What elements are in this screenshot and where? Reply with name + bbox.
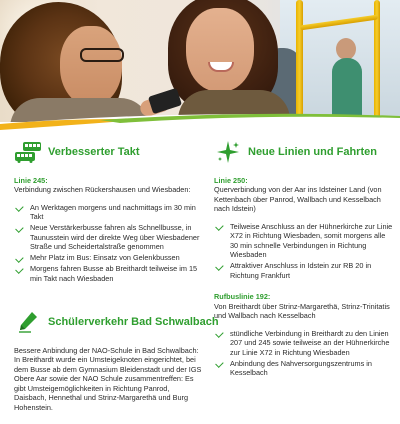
line-label: Linie 250:	[214, 176, 248, 185]
list-item: Anbindung des Nahversorgungszentrums in Kesselbach	[214, 359, 394, 378]
line-description: Querverbindung von der Aar ins Idsteiner Land (von Kettenbach über Panrod, Wallbach und Kesselbach nach Idstein)	[214, 185, 382, 214]
hero-photo	[0, 0, 400, 122]
section-title: Verbesserter Takt	[48, 145, 140, 158]
list-item: Morgens fahren Busse ab Breithardt teilweise im 15 min Takt nach Wiesbaden	[14, 264, 202, 283]
feature-list	[214, 222, 394, 280]
line-description: Verbindung zwischen Rückershausen und Wiesbaden:	[14, 185, 191, 195]
section-title: Schülerverkehr Bad Schwalbach	[48, 315, 219, 328]
feature-list	[14, 203, 202, 283]
line-label: Rufbuslinie 192:	[214, 292, 271, 302]
list-item: Teilweise Anschluss an der Hühnerkirche zur Linie X72 in Richtung Wiesbaden, somit morgens alle 30 min schnelle Verbindungen in Richtung Wiesbaden	[214, 222, 394, 260]
list-item: Neue Verstärkerbusse fahren als Schnellbusse, in Taunusstein wird der direkte Weg über Wiesbadener Straße und Scheidertalstraße genommen	[14, 223, 202, 251]
line-description: Von Breithardt über Strinz-Margarethä, Strinz-Trinitatis und Wallbach nach Kesselbach	[214, 301, 390, 321]
sparkle-icon	[214, 140, 242, 164]
section-schuelerverkehr	[14, 310, 219, 412]
list-item: Mehr Platz im Bus: Einsatz von Gelenkbussen	[14, 253, 202, 262]
section-verbesserter-takt	[14, 140, 202, 285]
section-title: Neue Linien und Fahrten	[248, 145, 377, 158]
list-item: An Werktagen morgens und nachmittags im 30 min Takt	[14, 203, 202, 222]
list-item: Attraktiver Anschluss in Idstein zur RB 20 in Richtung Frankfurt	[214, 261, 394, 280]
decorative-swoosh	[0, 112, 400, 132]
pencil-icon	[14, 310, 42, 334]
list-item: stündliche Verbindung in Breithardt zu den Linien 207 und 245 sowie teilweise an der Hühnerkirche zur Linie X72 in Richtung Wiesbaden	[214, 329, 394, 357]
bus-icon	[14, 140, 42, 164]
feature-list	[214, 329, 394, 378]
section-text: Bessere Anbindung der NAO-Schule in Bad Schwalbach: In Breithardt wurde ein Umsteigeknoten eingerichtet, bei dem Busse ab dem Gymnasium Bleidenstadt und der IGS Obere Aar sowie der NAO Schule zusammentreffen: Es gibt Umsteigemöglichkeiten in Richtung Panrod, Daisbach, Hennethal und Strinz-Margarethä und Burg Hohenstein.	[14, 346, 202, 412]
section-neue-linien	[214, 140, 394, 379]
line-label: Linie 245:	[14, 176, 48, 185]
